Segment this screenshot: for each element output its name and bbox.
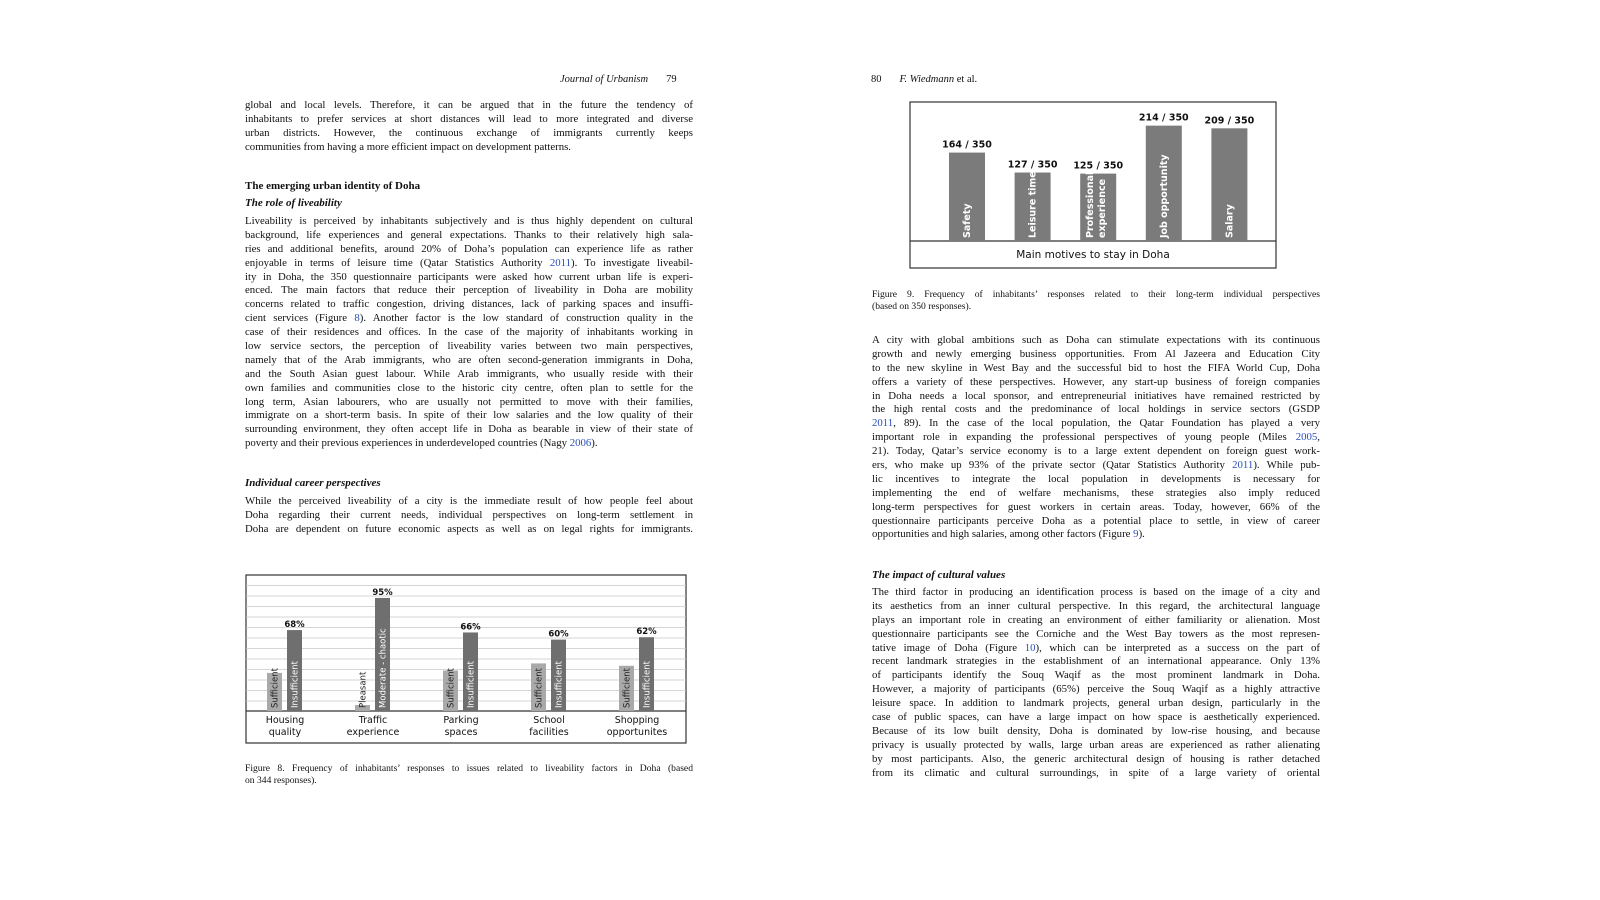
author-suffix: et al. bbox=[954, 74, 978, 85]
reference-link[interactable]: 2011 bbox=[1232, 459, 1254, 472]
text-line bbox=[872, 767, 1320, 781]
bar-label: Safety bbox=[962, 203, 973, 238]
intro-paragraph bbox=[245, 99, 693, 155]
text-line bbox=[872, 348, 1320, 362]
text-line: While the perceived liveability of a city is the immediate result of how people feel about bbox=[245, 495, 693, 507]
text-segment: background, life experiences and general expectations. Thanks to their relatively high sala- bbox=[245, 228, 693, 241]
text-segment: leisure space. In addition to landmark projects, general urban design, particularly in the bbox=[872, 697, 1320, 710]
data-label: 68% bbox=[284, 620, 305, 631]
data-label: 62% bbox=[636, 627, 657, 638]
text-segment: Liveability is perceived by inhabitants subjectively and is thus highly dependent on cultural bbox=[245, 215, 693, 227]
reference-link[interactable]: 10 bbox=[1024, 641, 1036, 654]
text-segment: ries and additional benefits, around 20% of Doha’s population can experience life as rather bbox=[245, 242, 693, 255]
text-segment: questionnaire participants perceive Doha as a potential place to settle, in view of career bbox=[872, 514, 1320, 527]
category-label: Housing bbox=[265, 715, 305, 726]
text-line bbox=[872, 459, 1320, 473]
text-line bbox=[245, 423, 693, 437]
text-segment: immigrate on a short-term basis. In spite of their low salaries and the low quality of their bbox=[245, 409, 693, 422]
text-segment: opportunities and high salaries, among other factors (Figure bbox=[872, 528, 1134, 541]
running-head-left bbox=[560, 74, 677, 85]
caption-line: on 344 responses). bbox=[245, 774, 317, 786]
text-segment: its aesthetics from an inner cultural perspective. In this regard, the architectural language bbox=[872, 599, 1320, 612]
city-paragraph bbox=[872, 334, 1320, 542]
bar-label: Insufficient bbox=[642, 661, 653, 708]
text-line: global and local levels. Therefore, it can be argued that in the future the tendency of bbox=[245, 99, 693, 111]
bar-label: Insufficient bbox=[554, 661, 565, 708]
text-line: inhabitants to prefer services at short distances will lead to more integrated and diverse bbox=[245, 112, 693, 125]
x-axis-label: Main motives to stay in Doha bbox=[1016, 249, 1170, 261]
text-line bbox=[245, 437, 693, 451]
section-heading: The emerging urban identity of Doha bbox=[245, 180, 421, 192]
text-line bbox=[872, 528, 1320, 542]
text-line bbox=[872, 642, 1320, 656]
text-segment: , bbox=[1317, 431, 1320, 444]
text-line bbox=[872, 683, 1320, 697]
text-segment: lic incentives to integrate the local population in developments is necessary for bbox=[872, 472, 1320, 485]
text-line: urban districts. However, the continuous exchange of immigrants currently keeps bbox=[245, 126, 693, 139]
text-line bbox=[872, 501, 1320, 515]
text-line: Doha regarding their current needs, individual perspectives on long-term settlement in bbox=[245, 508, 693, 521]
text-line bbox=[872, 376, 1320, 390]
data-label: 95% bbox=[372, 587, 393, 598]
subsection-heading-liveability: The role of liveability bbox=[245, 197, 342, 209]
text-line bbox=[872, 473, 1320, 487]
text-line bbox=[872, 628, 1320, 642]
career-paragraph bbox=[245, 495, 693, 537]
bar-label: Professional bbox=[1085, 171, 1097, 238]
text-segment: growth and newly emerging business opportunities. From Al Jazeera and Education City bbox=[872, 347, 1320, 360]
figure-8-caption bbox=[245, 763, 693, 786]
text-segment: long term, Asian labourers, who are usually not permitted to move with their families, bbox=[245, 395, 693, 408]
text-segment: ity in Doha, the 350 questionnaire participants were asked how current urban life is experi- bbox=[245, 270, 693, 283]
text-segment: The third factor in producing an identification process is based on the image of a city and bbox=[872, 586, 1320, 598]
text-segment: plays an important role in creating an environment of either familiarity or alienation. Most bbox=[872, 613, 1320, 626]
reference-link[interactable]: 2005 bbox=[1295, 431, 1318, 444]
data-label: 214 / 350 bbox=[1138, 112, 1189, 124]
text-line bbox=[872, 334, 1320, 348]
category-label: quality bbox=[268, 727, 302, 738]
data-label: 209 / 350 bbox=[1204, 115, 1255, 127]
text-line bbox=[872, 403, 1320, 417]
text-segment: ), which can be interpreted as a success on the part of bbox=[1035, 641, 1320, 654]
text-line bbox=[872, 614, 1320, 628]
running-head-right bbox=[871, 74, 977, 85]
text-segment: surrounding environment, they often accept life in Doha as bearable in view of their state of bbox=[245, 423, 693, 436]
text-segment: of participants identify the Souq Waqif as the most prominent landmark in Doha. bbox=[872, 669, 1320, 682]
text-segment: A city with global ambitions such as Doha can stimulate expectations with its continuous bbox=[872, 334, 1320, 346]
bar-label: Insufficient bbox=[290, 661, 301, 708]
text-segment: offers a variety of these perspectives. However, any start-up business of foreign companies bbox=[872, 375, 1320, 388]
bar-label: Sufficient bbox=[270, 668, 281, 708]
text-segment: enjoyable in terms of leisure time (Qatar Statistics Authority bbox=[245, 256, 550, 269]
figure-8-chart bbox=[245, 574, 687, 744]
caption-line: Figure 9. Frequency of inhabitants’ responses related to their long-term individual perspectives bbox=[872, 289, 1320, 300]
text-segment: ers, who make up 93% of the private sector (Qatar Statistics Authority bbox=[872, 459, 1233, 472]
category-label: Traffic bbox=[358, 715, 388, 726]
text-line bbox=[245, 368, 693, 382]
bar-label: Sufficient bbox=[622, 668, 633, 708]
bar-label: Pleasant bbox=[358, 671, 369, 708]
text-segment: by most participants. Also, the generic architectural design of housing is rather detached bbox=[872, 752, 1320, 765]
text-line bbox=[872, 586, 1320, 600]
category-label: School bbox=[533, 715, 565, 726]
text-segment: case of public spaces, can have a large impact on how space is aesthetically experienced. bbox=[872, 711, 1320, 724]
category-label: Parking bbox=[443, 715, 479, 726]
figure-9-chart bbox=[909, 101, 1277, 269]
text-line bbox=[872, 362, 1320, 376]
caption-line: Figure 8. Frequency of inhabitants’ responses to issues related to liveability factors in Doha (based bbox=[245, 763, 693, 774]
text-line: communities from having a more efficient impact on development patterns. bbox=[245, 140, 572, 153]
text-line bbox=[872, 390, 1320, 404]
bar-label: Leisure time bbox=[1027, 171, 1039, 238]
data-label: 66% bbox=[460, 622, 481, 633]
text-segment: important role in expanding the professional perspectives of young people (Miles bbox=[872, 431, 1296, 444]
reference-link[interactable]: 2011 bbox=[872, 417, 894, 430]
text-segment: However, a majority of participants (65%) perceive the Souq Waqif as a highly attractive bbox=[872, 683, 1320, 696]
text-segment: in Doha needs a local sponsor, and entrepreneurial initiatives have remained restricted by bbox=[872, 389, 1320, 402]
text-line bbox=[872, 417, 1320, 431]
text-line bbox=[872, 725, 1320, 739]
bar-label: Salary bbox=[1224, 204, 1236, 238]
text-line bbox=[245, 312, 693, 326]
text-segment: low service sectors, the perception of liveability varies between two main perspectives, bbox=[245, 340, 693, 353]
text-line bbox=[245, 298, 693, 312]
text-line bbox=[245, 271, 693, 285]
text-line bbox=[872, 739, 1320, 753]
cultural-paragraph bbox=[872, 586, 1320, 780]
data-label: 164 / 350 bbox=[942, 139, 992, 151]
text-line bbox=[872, 669, 1320, 683]
text-segment: 21). Today, Qatar’s service economy is to a large extent dependent on foreign guest work- bbox=[872, 445, 1320, 458]
right-page bbox=[800, 0, 1600, 900]
text-line bbox=[245, 326, 693, 340]
text-segment: ). bbox=[1138, 528, 1145, 541]
subsection-heading-career: Individual career perspectives bbox=[245, 477, 381, 489]
text-line bbox=[872, 600, 1320, 614]
text-line bbox=[872, 487, 1320, 501]
text-line bbox=[245, 409, 693, 423]
bar-label: Job opportunity bbox=[1158, 154, 1170, 238]
page-number-left: 79 bbox=[666, 74, 677, 85]
reference-link[interactable]: 9 bbox=[1133, 528, 1139, 541]
text-segment: concerns related to traffic congestion, driving distances, lack of parking spaces and insuffi- bbox=[245, 298, 693, 311]
data-label: 125 / 350 bbox=[1073, 160, 1124, 172]
reference-link[interactable]: 8 bbox=[354, 312, 360, 325]
text-line bbox=[872, 711, 1320, 725]
text-line bbox=[245, 382, 693, 396]
subsection-heading-cultural: The impact of cultural values bbox=[872, 569, 1006, 581]
caption-line: (based on 350 responses). bbox=[872, 300, 972, 312]
category-label: Shopping bbox=[614, 715, 660, 726]
category-label: opportunites bbox=[606, 727, 668, 738]
text-segment: ). bbox=[591, 437, 598, 450]
bar-label: Moderate - chaotic bbox=[378, 628, 389, 708]
text-line bbox=[245, 396, 693, 410]
author-name: F. Wiedmann bbox=[899, 74, 955, 85]
journal-title: Journal of Urbanism bbox=[560, 74, 649, 85]
bar-label: Insufficient bbox=[466, 661, 477, 708]
data-label: 60% bbox=[548, 629, 569, 640]
text-segment: own families and communities close to the historic city centre, often plan to settle for the bbox=[245, 381, 693, 394]
text-segment: case of their residences and offices. In the case of the majority of inhabitants working in bbox=[245, 326, 693, 339]
bar-label: experience bbox=[1097, 178, 1109, 238]
text-segment: poverty and their previous experiences in underdeveloped countries (Nagy bbox=[245, 437, 570, 450]
text-segment: , 89). In the case of the local population, the Qatar Foundation has played a very bbox=[893, 417, 1320, 430]
figure-9-caption bbox=[872, 289, 1320, 312]
text-line bbox=[245, 229, 693, 243]
text-line bbox=[872, 697, 1320, 711]
data-label: 127 / 350 bbox=[1007, 159, 1058, 171]
text-segment: questionnaire participants see the Corniche and the West Bay towers as the most represen- bbox=[872, 627, 1320, 640]
text-segment: cient services (Figure bbox=[245, 312, 355, 325]
text-line bbox=[872, 431, 1320, 445]
liveability-paragraph bbox=[245, 215, 693, 451]
text-segment: recent landmark strategies in the establishment of an international appearance. Only 13% bbox=[872, 655, 1320, 668]
text-line bbox=[245, 340, 693, 354]
text-segment: ). While pub- bbox=[1253, 459, 1320, 472]
category-label: experience bbox=[346, 727, 400, 738]
text-line bbox=[245, 257, 693, 271]
text-line bbox=[245, 284, 693, 298]
text-line bbox=[245, 215, 693, 229]
text-segment: long-term perspectives for guest workers in certain areas. Today, however, 66% of the bbox=[872, 500, 1320, 513]
category-label: facilities bbox=[529, 727, 569, 738]
category-label: spaces bbox=[444, 727, 478, 738]
reference-link[interactable]: 2011 bbox=[549, 256, 572, 269]
text-segment: and the South Asian guest labour. While Arab immigrants, who usually reside with their bbox=[245, 367, 693, 380]
text-line bbox=[245, 243, 693, 257]
text-segment: privacy is usually protected by walls, large urban areas are experienced as rather alienating bbox=[872, 738, 1320, 751]
bar-label: Sufficient bbox=[446, 668, 457, 708]
text-segment: ). To investigate liveabil- bbox=[571, 256, 693, 269]
text-segment: namely that of the Arab immigrants, who are often second-generation immigrants in Doha, bbox=[245, 353, 693, 366]
text-segment: to the new skyline in West Bay and the successful bid to host the FIFA World Cup, Doha bbox=[872, 361, 1320, 374]
text-line bbox=[872, 515, 1320, 529]
text-line bbox=[245, 354, 693, 368]
text-segment: tative image of Doha (Figure bbox=[872, 641, 1025, 654]
text-segment: Because of its low built density, Doha is dominated by low-rise housing, and because bbox=[872, 724, 1320, 737]
text-line: Doha are dependent on future economic aspects as well as on legal rights for immigrants. bbox=[245, 522, 693, 535]
bar-label: Sufficient bbox=[534, 668, 545, 708]
text-line bbox=[872, 445, 1320, 459]
text-segment: ). Another factor is the low standard of construction quality in the bbox=[359, 312, 693, 325]
text-segment: implementing the end of welfare mechanisms, these strategies also imply reduced bbox=[872, 486, 1320, 499]
text-segment: enced. The main factors that reduce their perception of liveability in Doha are mobility bbox=[245, 284, 693, 297]
text-segment: the high rental costs and the predominance of local holdings in service sectors (GSDP bbox=[872, 403, 1320, 416]
reference-link[interactable]: 2006 bbox=[569, 437, 592, 450]
text-line bbox=[872, 655, 1320, 669]
text-segment: from its climatic and cultural surroundings, in spite of a large variety of oriental bbox=[872, 766, 1320, 779]
text-line bbox=[872, 753, 1320, 767]
page-number-right: 80 bbox=[871, 74, 882, 85]
